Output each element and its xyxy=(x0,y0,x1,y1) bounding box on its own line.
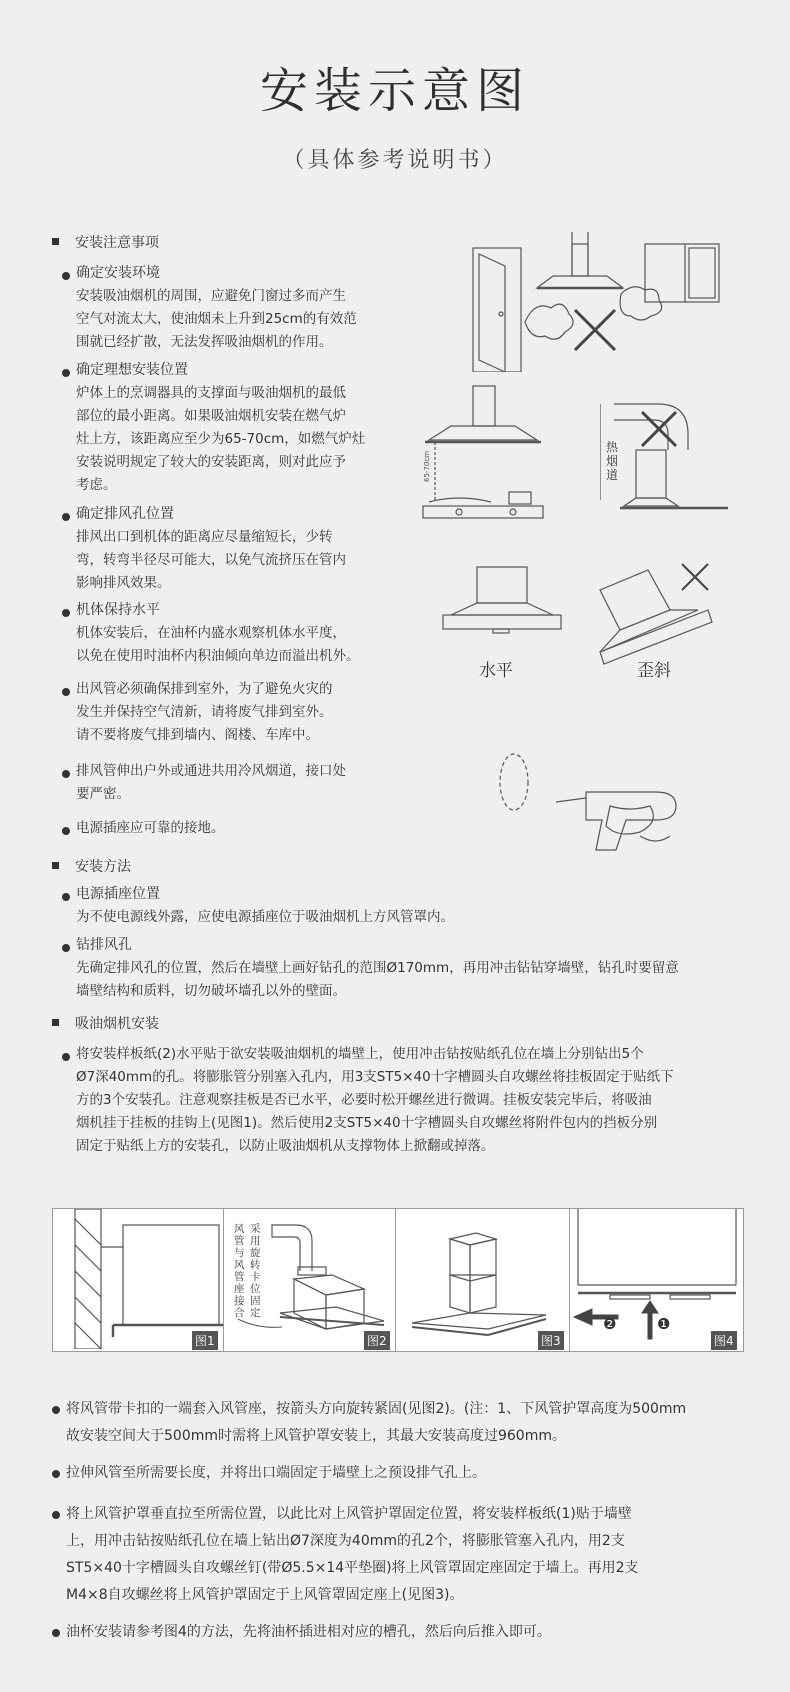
figure-1-drawing xyxy=(53,1209,223,1349)
bullet-icon xyxy=(52,1470,60,1478)
figure-3-drawing xyxy=(396,1209,568,1349)
bullet-icon xyxy=(62,513,70,521)
tilt-label: 歪斜 xyxy=(637,661,671,681)
distance-label: 65-70cm xyxy=(423,450,431,482)
figure-2-label: 图2 xyxy=(364,1331,390,1350)
bullet-icon xyxy=(62,770,70,778)
diagram-drill xyxy=(490,752,690,862)
bullet-icon xyxy=(62,893,70,901)
note-item: 确定排风孔位置 排风出口到机体的距离应尽量缩短长，少转 弯，转弯半径尽可能大，以免气流挤压在管内 影响排风效果。 xyxy=(76,506,346,591)
figure-1-label: 图1 xyxy=(192,1331,218,1350)
step-1-marker: ❶ xyxy=(657,1315,671,1333)
figure-2-note-2: 采用旋转卡位固定 xyxy=(250,1223,261,1319)
bullet-icon xyxy=(62,369,70,377)
figure-4-label: 图4 xyxy=(711,1331,737,1350)
bullet-icon xyxy=(62,827,70,835)
step-2-marker: ❷ xyxy=(603,1315,617,1333)
section-method-title: 安装方法 xyxy=(52,856,131,876)
method-item: 钻排风孔 先确定排风孔的位置，然后在墙壁上画好钻孔的范围Ø170mm，再用冲击钻钻穿墙壁，钻孔时要留意 墙壁结构和质料，切勿破坏墙孔以外的壁面。 xyxy=(76,937,679,999)
note-item: 确定安装环境 安装吸油烟机的周围，应避免门窗过多而产生 空气对流太大，使油烟未上升到25cm的有效范 围就已经扩散，无法发挥吸油烟机的作用。 xyxy=(76,265,357,350)
level-label: 水平 xyxy=(479,661,513,681)
page-title: 安装示意图 xyxy=(259,63,530,119)
chimney-label: 热烟道 xyxy=(606,440,619,482)
diagram-position xyxy=(415,382,555,522)
bullet-icon xyxy=(62,688,70,696)
diagram-environment xyxy=(465,232,725,372)
note-item: 排风管伸出户外或通进共用冷风烟道，接口处 要严密。 xyxy=(76,763,346,802)
figure-3-label: 图3 xyxy=(538,1331,564,1350)
bottom-item: 拉伸风管至所需要长度，并将出口端固定于墙壁上之预设排气孔上。 xyxy=(66,1465,486,1481)
method-item: 电源插座位置 为不使电源线外露，应使电源插座位于吸油烟机上方风管罩内。 xyxy=(76,886,454,925)
square-bullet-icon xyxy=(52,862,59,869)
bullet-icon xyxy=(62,1053,70,1061)
bullet-icon xyxy=(62,272,70,280)
note-item: 出风管必须确保排到室外，为了避免火灾的 发生并保持空气清新，请将废气排到室外。 请不要将废气排到墙内、阁楼、车库中。 xyxy=(76,681,333,743)
bullet-icon xyxy=(52,1406,60,1414)
note-item: 确定理想安装位置 炉体上的烹调器具的支撑面与吸油烟机的最低 部位的最小距离。如果吸油烟机安装在燃气炉 灶上方，该距离应至少为65-70cm，如燃气炉灶 安装说明规定了较大的安装距离，则对此应予 考虑。 xyxy=(76,362,366,493)
bullet-icon xyxy=(52,1511,60,1519)
bullet-icon xyxy=(62,609,70,617)
bottom-item: 油杯安装请参考图4的方法，先将油杯插进相对应的槽孔，然后向后推入即可。 xyxy=(66,1624,551,1640)
page-subtitle: （具体参考说明书） xyxy=(282,148,508,173)
square-bullet-icon xyxy=(52,238,59,245)
square-bullet-icon xyxy=(52,1019,59,1026)
note-item: 机体保持水平 机体安装后，在油杯内盛水观察机体水平度， 以免在使用时油杯内积油倾向单边而溢出机外。 xyxy=(76,602,360,664)
bottom-item: 将上风管护罩垂直拉至所需位置，以此比对上风管护罩固定位置，将安装样板纸(1)贴于墙壁 上，用冲击钻按贴纸孔位在墙上钻出Ø7深度为40mm的孔2个，将膨胀管塞入孔内，用2支 ST5×40十字槽圆头自攻螺丝钉(带Ø5.5×14平垫圈)将上风管罩固定座固定于墙上。再用2支 M4×8自攻螺丝将上风管护罩固定于上风管罩固定座上(见图3)。 xyxy=(66,1506,639,1603)
figure-4-drawing xyxy=(570,1209,742,1349)
section-notes-title: 安装注意事项 xyxy=(52,232,159,252)
figure-2-note: 风管与风管座接合 xyxy=(234,1223,245,1319)
section-hood-title: 吸油烟机安装 xyxy=(52,1013,159,1033)
note-item: 电源插座应可靠的接地。 xyxy=(76,820,225,836)
bottom-item: 将风管带卡扣的一端套入风管座，按箭头方向旋转紧固(见图2)。(注：1、下风管护罩高度为500mm 故安装空间大于500mm时需将上风管护罩安装上，其最大安装高度过960mm。 xyxy=(66,1401,687,1444)
hood-item: 将安装样板纸(2)水平贴于欲安装吸油烟机的墙壁上，使用冲击钻按贴纸孔位在墙上分别钻出5个 Ø7深40mm的孔。将膨胀管分别塞入孔内，用3支ST5×40十字槽圆头自攻螺丝将挂板固定于贴纸下 方的3个安装孔。注意观察挂板是否已水平，必要时松开螺丝进行微调。挂板安装完毕后，将吸油 烟机挂于挂板的挂钩上(见图1)。然后使用2支ST5×40十字槽圆头自攻螺丝将附件包内的挡板分别 固定于贴纸上方的安装孔，以防止吸油烟机从支撑物体上掀翻或掉落。 xyxy=(76,1046,674,1154)
bullet-icon xyxy=(52,1629,60,1637)
bullet-icon xyxy=(62,944,70,952)
diagram-level xyxy=(437,565,567,655)
